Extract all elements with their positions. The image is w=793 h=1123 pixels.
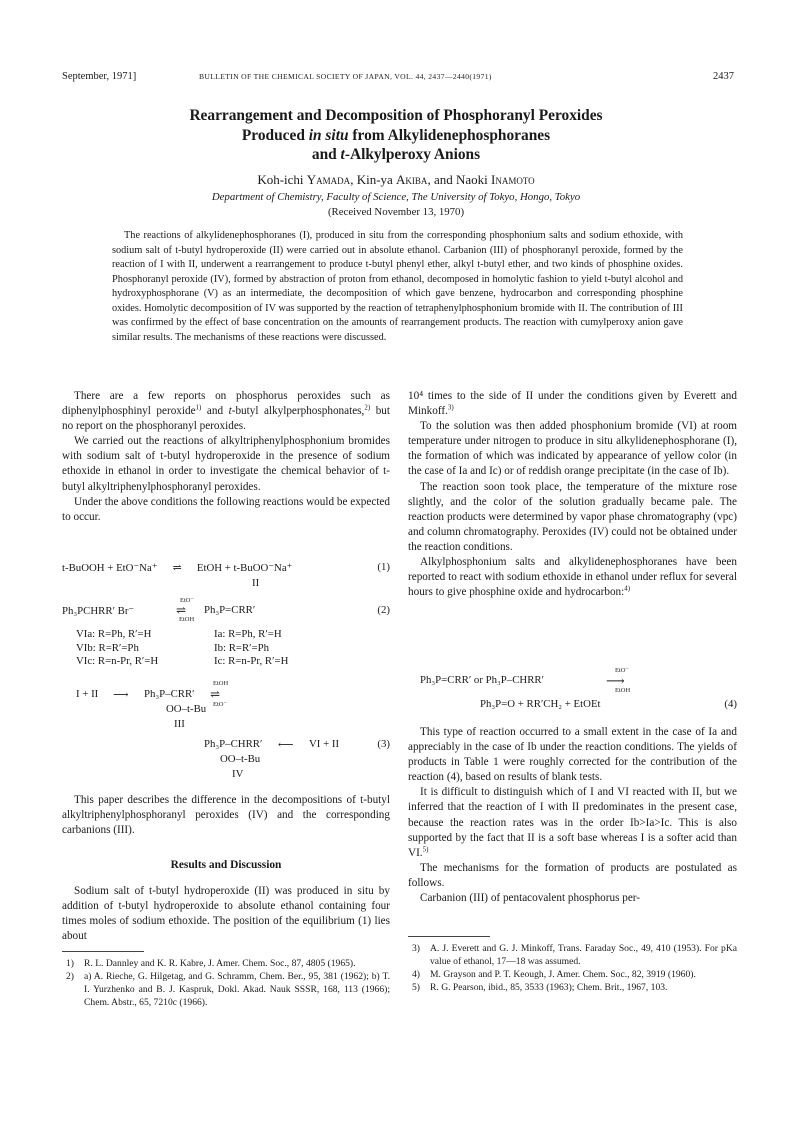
compound-i-c: Ic: R=n-Pr, R′=H — [214, 655, 289, 668]
paper-title — [60, 106, 732, 165]
footnote-rule — [408, 936, 490, 937]
equation-1: t-BuOOH + EtO⁻Na⁺ ⇌ EtOH + t-BuOO⁻Na⁺ (1) — [62, 561, 390, 574]
footnote-rule — [62, 951, 144, 952]
equation-1-label: II — [252, 577, 260, 589]
paragraph: There are a few reports on phosphorus peroxides such as diphenylphosphinyl peroxide$^{1)}$ and t-butyl alkylperphosphonates,$^{2)}$ but no report on the phosphoranyl peroxides. — [62, 390, 390, 433]
paragraph: To the solution was then added phosphonium bromide (VI) at room temperature under nitrogen to produce in situ alkylidenephosphorane (I), the formation of which was indicated by appearance of yellow color (in the case of Ia and Ic) or of reddish orange precipitate (in the case of Ib). — [408, 420, 737, 478]
paragraph-results: Sodium salt of t-butyl hydroperoxide (II) was produced in situ by addition of t-butyl hydroperoxide to absolute ethanol containing four times moles of sodium ethoxide. The position of the equilibrium (1) lies about — [62, 885, 390, 943]
header-journal: BULLETIN OF THE CHEMICAL SOCIETY OF JAPAN, VOL. 44, 2437—2440(1971) — [199, 72, 492, 81]
paragraph-scope: This paper describes the difference in the decompositions of t-butyl alkyltriphenylphosphoranyl peroxides (IV) and the corresponding carbanions (III). — [62, 794, 390, 837]
abstract: The reactions of alkylidenephosphoranes (I), produced in situ from the corresponding phosphonium salts and sodium ethoxide, with sodium salt of t-butyl hydroperoxide (II) were carried out in absolute ethanol. Carbanion (III) of phosphoranyl peroxide, formed by the reaction of I with II, underwent a rearrangement to produce t-butyl phenyl ether, alkyl t-butyl ether, and two kinds of phosphine oxides. Phosphoranyl peroxide (IV), formed by abstraction of proton from ethanol, decomposed in homolytic fashion to yield t-butyl alcohol and hydroxyphosphorane (V) as an intermediate, the decomposition of which gave benzene, hydrocarbon and corresponding phosphine oxides. Homolytic decomposition of IV was supported by the reaction of tetraphenylphosphonium bromide with II. The contribution of III was confirmed by the effect of base concentration on the amounts of rearrangement products. The reaction with cumylperoxy anion gave similar results. The mechanisms of these reactions were discussed. — [112, 230, 683, 343]
section-heading: Results and Discussion — [170, 859, 282, 871]
right-column-continued — [408, 725, 737, 906]
paragraph: It is difficult to distinguish which of I and VI reacted with II, but we inferred that the reaction of I with II predominates in the present case, because the reaction rates was in the order Ib>Ia>Ic. This is also supported by the fact that II is a soft base whereas I is a softer acid than VI.$^{5)}$ — [408, 786, 737, 859]
header-page-number: 2437 — [713, 71, 734, 82]
footnotes-right — [408, 942, 737, 994]
footnote: 5) R. G. Pearson, ibid., 85, 3533 (1963); Chem. Brit., 1967, 103. — [412, 982, 668, 993]
paragraph: This type of reaction occurred to a small extent in the case of Ia and appreciably in the case of Ib under the reaction conditions. The yields of products in Table 1 were roughly corrected for the contribution of the reaction (4), based on results of blank tests. — [408, 726, 737, 784]
equation-3a: I + II ⟶ Ph₃P–CRR′ EtOH ⇌ EtO⁻ OO–t-Bu III — [76, 680, 229, 730]
footnote: 4) M. Grayson and P. T. Keough, J. Amer. Chem. Soc., 82, 3919 (1960). — [412, 969, 696, 980]
footnote: 2) a) A. Rieche, G. Hilgetag, and G. Schramm, Chem. Ber., 95, 381 (1962); b) T. I. Yurzhenko and B. J. Kaspruk, Dokl. Akad. Nauk SSSR, 168, 113 (1966); Chem. Abstr., 65, 7210c (1966). — [66, 971, 390, 1008]
paragraph: The mechanisms for the formation of products are postulated as follows. — [408, 861, 737, 889]
compound-i-b: Ib: R=R′=Ph — [214, 641, 270, 654]
footnote: 1) R. L. Dannley and K. R. Kabre, J. Amer. Chem. Soc., 87, 4805 (1965). — [66, 958, 356, 969]
compound-vi-b: VIb: R=R′=Ph — [76, 641, 139, 654]
title-line-3: and t-Alkylperoxy Anions — [311, 146, 481, 163]
compound-vi-c: VIc: R=n-Pr, R′=H — [76, 655, 159, 668]
equation-2: Ph₃PCHRR′ Br⁻ EtO⁻ ⇌ EtOH Ph₃P=CRR′ (2) — [62, 597, 390, 623]
paragraph: The reaction soon took place, the temperature of the mixture rose slightly, and the color of the solution gradually became pale. The reaction products were determined by vapor phase chromatography (vpc) and column chromatography. Peroxides (IV) could not be obtained under the reaction conditions. — [408, 480, 737, 553]
header-date: September, 1971] — [62, 71, 137, 82]
left-column — [62, 389, 390, 525]
paragraph: We carried out the reactions of alkyltriphenylphosphonium bromides with sodium salt of t-butyl hydroperoxide in the presence of sodium ethoxide in ethanol in order to investigate the chemical behavior of t-butyl alkyltriphenylphosphoranyl peroxides. — [62, 435, 390, 493]
paragraph: Under the above conditions the following reactions would be expected to occur. — [62, 495, 390, 523]
author-list: Koh-ichi Yamada, Kin-ya Akiba, and Naoki Inamoto — [257, 172, 535, 187]
footnote: 3) A. J. Everett and G. J. Minkoff, Trans. Faraday Soc., 49, 410 (1953). For pKa value of ethanol, 17—18 was assumed. — [412, 943, 737, 967]
equation-3b: Ph₃P–CHRR′ ⟵ VI + II (3) OO–t-Bu IV — [204, 738, 390, 780]
compound-list-i — [214, 628, 288, 669]
right-column — [408, 389, 737, 600]
paragraph: Alkylphosphonium salts and alkylidenephosphoranes have been reported to react with sodium ethoxide in ethanol under reflux for several hours to give phosphine oxide and hydrocarbon:$^{4)}$ — [408, 556, 737, 599]
compound-i-a: Ia: R=Ph, R′=H — [214, 628, 282, 640]
compound-list-vi — [76, 628, 158, 669]
received-date: (Received November 13, 1970) — [327, 206, 465, 218]
paragraph: 10⁴ times to the side of II under the conditions given by Everett and Minkoff.$^{3)}$ — [408, 390, 737, 418]
title-line-2: Produced in situ from Alkylidenephosphoranes — [241, 126, 551, 144]
affiliation: Department of Chemistry, Faculty of Science, The University of Tokyo, Hongo, Tokyo — [211, 191, 581, 203]
paragraph: Carbanion (III) of pentacovalent phosphorus per- — [420, 892, 641, 905]
title-line-1: Rearrangement and Decomposition of Phosphoranyl Peroxides — [189, 107, 603, 124]
footnotes-left — [62, 957, 390, 1009]
equation-4: Ph₃P=CRR′ or Ph₃P–CHRR′ EtO⁻ ⟶ EtOH Ph₃P=O + RR′CH₂ + EtOEt (4) — [420, 667, 737, 710]
compound-vi-a: VIa: R=Ph, R′=H — [76, 628, 152, 640]
